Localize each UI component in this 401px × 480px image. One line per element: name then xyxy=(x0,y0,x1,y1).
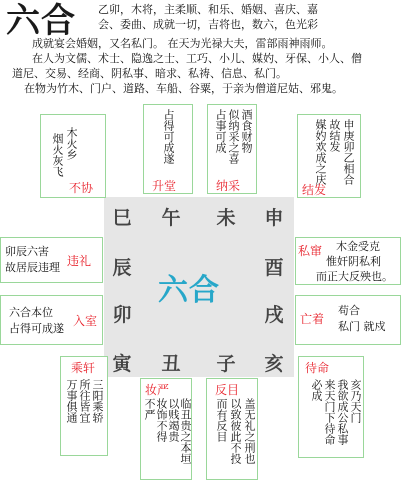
sishi-text-3: 而正大反殃也。 xyxy=(316,270,393,283)
zhuangyan-text-1: 临丑贵之本垣 xyxy=(179,398,192,464)
daiming-text-3: 来天门下待命 xyxy=(323,379,336,445)
buxie-text-2: 烟火灰飞 xyxy=(51,133,64,177)
intro-line-5: 道尼、交易、经商、阴私事、暗求、私祷、信息、私门。 xyxy=(12,67,287,80)
chengxuan-text-1: 三阳乘轿 xyxy=(91,379,104,423)
intro-line-2: 会、委曲、成就一切，吉将也，数六，色光彩 xyxy=(98,18,318,31)
branch-shen: 申 xyxy=(264,207,284,229)
box-wangzhe xyxy=(295,295,401,345)
branch-chen: 辰 xyxy=(112,257,132,279)
intro-line-1: 乙卯，木将，主柔顺、和乐、婚姻、喜庆、嘉 xyxy=(98,3,318,16)
sishi-text-2: 惟奸阴私利 xyxy=(326,255,381,268)
fanmu-text-3: 而有反目 xyxy=(215,398,228,442)
jiefa-text-2: 故结发 xyxy=(328,119,341,152)
daiming-text-2: 我欲成公私事 xyxy=(336,379,349,445)
wangzhe-text-2: 私门 就戍 xyxy=(338,320,386,333)
wangzhe-text-1: 苟合 xyxy=(338,304,360,317)
weili-label: 违礼 xyxy=(67,254,92,268)
nacai-text-2: 似纳采之喜 xyxy=(227,109,240,164)
nacai-label: 纳采 xyxy=(216,179,241,193)
zhuangyan-text-2: 以贱竭贵 xyxy=(167,398,180,442)
zhuangyan-text-3: 妆饰不得 xyxy=(155,398,168,442)
center-title: 六合 xyxy=(158,273,220,308)
wangzhe-label: 亡着 xyxy=(300,312,325,326)
branch-wei: 未 xyxy=(216,207,236,229)
box-weili xyxy=(0,237,103,283)
chengxuan-label: 乘轩 xyxy=(71,361,96,375)
sishi-text-1: 木金受克 xyxy=(336,240,380,253)
rushi-text-1: 六合本位 xyxy=(9,306,53,319)
branch-xu: 戌 xyxy=(264,304,284,326)
branch-chou: 丑 xyxy=(161,353,181,375)
nacai-text-1: 酒食财物 xyxy=(240,109,253,153)
buxie-label: 不协 xyxy=(69,181,94,195)
daiming-text-1: 亥乃天门 xyxy=(349,379,362,423)
box-nacai xyxy=(207,104,257,194)
jiefa-label: 结发 xyxy=(302,183,327,197)
fanmu-text-1: 盖无礼之刑也 xyxy=(243,398,256,464)
box-jiefa xyxy=(297,114,361,198)
intro-line-3: 成就宴会婚姻，又名私门。 在天为光禄大夫，雷部雨神雨师。 xyxy=(32,37,333,50)
center-panel xyxy=(104,197,294,377)
box-daiming xyxy=(298,356,364,458)
zhuangyan-label: 妆严 xyxy=(145,383,170,397)
buxie-text-1: 木火乡 xyxy=(65,127,78,160)
zhuangyan-text-4: 不严 xyxy=(143,398,156,420)
box-buxie xyxy=(40,114,106,198)
rushi-label: 入室 xyxy=(73,314,98,328)
box-fanmu xyxy=(206,378,258,480)
jiefa-text-1: 申庚卯乙相合 xyxy=(342,119,355,185)
box-chengxuan xyxy=(60,356,108,456)
branch-wu: 午 xyxy=(161,207,181,229)
weili-text-1: 卯辰六害 xyxy=(5,245,49,258)
branch-hai: 亥 xyxy=(264,353,284,375)
box-sishi xyxy=(295,237,401,285)
nacai-text-3: 占事可成 xyxy=(214,109,227,153)
chengxuan-text-3: 万事俱通 xyxy=(65,379,78,423)
branch-mao: 卯 xyxy=(112,304,132,326)
intro-line-6: 在物为竹木、门户、道路、车船、谷粟，于亲为僧道尼姑、邪鬼。 xyxy=(24,82,343,95)
branch-zi: 子 xyxy=(216,353,236,375)
fanmu-label: 反目 xyxy=(215,383,240,397)
shengtang-label: 升堂 xyxy=(152,179,177,193)
weili-text-2: 故居辰违理 xyxy=(5,261,60,274)
intro-line-4: 在人为文儒、术士、隐逸之士、工巧、小儿、媒妁、牙保、小人、僧 xyxy=(32,52,362,65)
sishi-label: 私窜 xyxy=(298,244,323,258)
daiming-label: 待命 xyxy=(305,361,330,375)
box-shengtang xyxy=(143,104,193,194)
fanmu-text-2: 以致彼此不投 xyxy=(229,398,242,464)
branch-si: 巳 xyxy=(112,207,132,229)
jiefa-text-3: 媒妁欢成之庆 xyxy=(314,119,327,185)
branch-you: 酉 xyxy=(264,257,284,279)
chengxuan-text-2: 所往皆宜 xyxy=(78,379,91,423)
branch-yin: 寅 xyxy=(112,353,132,375)
box-rushi xyxy=(0,295,103,345)
rushi-text-2: 占得可成遂 xyxy=(9,322,64,335)
box-zhuangyan xyxy=(140,378,192,480)
shengtang-text-1: 占得可成遂 xyxy=(162,109,175,164)
daiming-text-4: 必成 xyxy=(310,379,323,401)
page-title: 六合 xyxy=(6,1,76,41)
